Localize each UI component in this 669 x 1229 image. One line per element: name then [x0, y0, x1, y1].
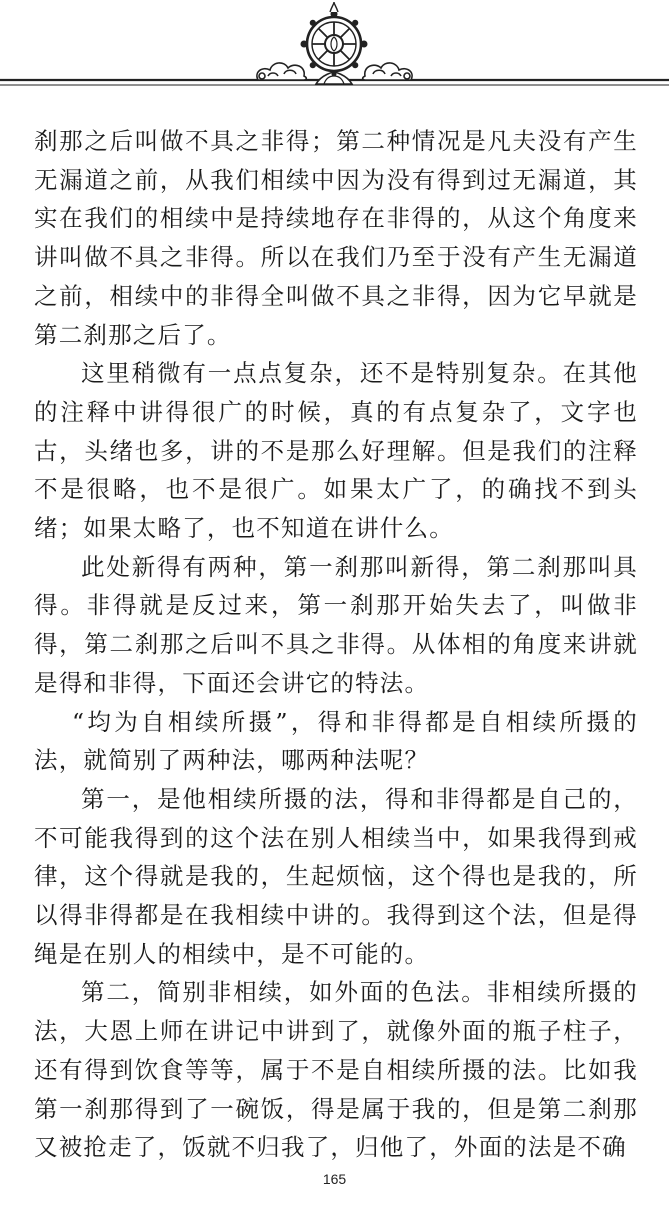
paragraph: 这里稍微有一点点复杂，还不是特别复杂。在其他的注释中讲得很广的时候，真的有点复杂了，文字也古，头绪也多，讲的不是那么好理解。但是我们的注释不是很略，也不是很广。如果太广了，的确找不到头绪；如果太略了，也不知道在讲什么。: [34, 359, 638, 543]
auspicious-cloud-icon: [257, 63, 306, 80]
auspicious-cloud-icon: [363, 63, 412, 80]
paragraph: 第二，简别非相续，如外面的色法。非相续所摄的法，大恩上师在讲记中讲到了，就像外面的瓶子柱子，还有得到饮食等等，属于不是自相续所摄的法。比如我第一刹那得到了一碗饭，得是属于我的，但是第二刹那又被抢走了，饭就不归我了，归他了，外面的法是不确: [34, 978, 638, 1162]
paragraph: “均为自相续所摄”，得和非得都是自相续所摄的法，就简别了两种法，哪两种法呢？: [34, 707, 638, 775]
paragraph: 此处新得有两种，第一刹那叫新得，第二刹那叫具得。非得就是反过来，第一刹那开始失去了，叫做非得，第二刹那之后叫不具之非得。从体相的角度来讲就是得和非得，下面还会讲它的特法。: [34, 552, 638, 697]
paragraph: 刹那之后叫做不具之非得；第二种情况是凡夫没有产生无漏道之前，从我们相续中因为没有得到过无漏道，其实在我们的相续中是持续地存在非得的，从这个角度来讲叫做不具之非得。所以在我们乃至于没有产生无漏道之前，相续中的非得全叫做不具之非得，因为它早就是第二刹那之后了。: [34, 127, 638, 349]
page-header-ornament: [0, 0, 669, 100]
page-number: 165: [322, 1171, 347, 1187]
page-body: [34, 122, 638, 1167]
paragraph: 第一，是他相续所摄的法，得和非得都是自己的，不可能我得到的这个法在别人相续当中，如果我得到戒律，这个得就是我的，生起烦恼，这个得也是我的，所以得非得都是在我相续中讲的。我得到这个法，但是得绳是在别人的相续中，是不可能的。: [34, 784, 638, 968]
dharma-wheel-icon: [301, 2, 367, 84]
header-ornament-graphic: [0, 0, 669, 100]
